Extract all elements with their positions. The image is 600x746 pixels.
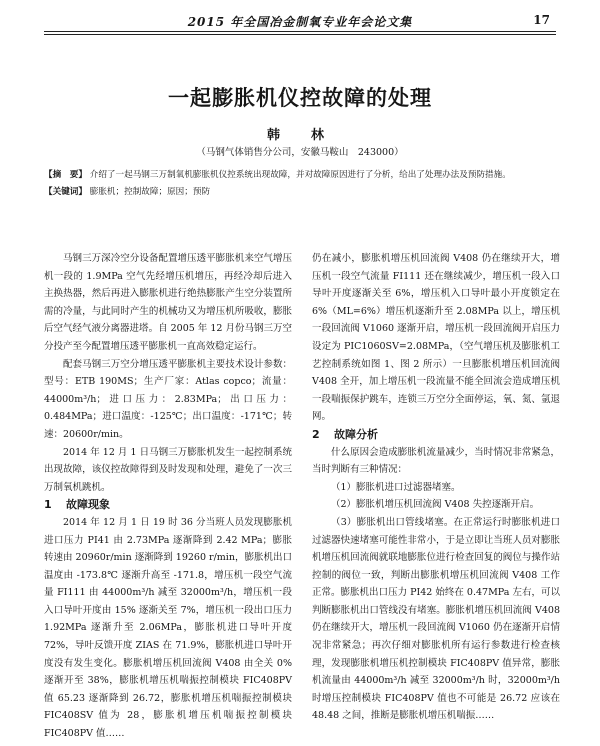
abstract-block xyxy=(44,168,514,200)
analysis-paragraph: 什么原因会造成膨胀机流量减少，当时情况非常紧急，当时判断有三种情况： xyxy=(312,446,560,476)
section-number-2: 2 xyxy=(312,427,320,441)
header-rule-bottom xyxy=(44,34,556,35)
cause-item-2: （2）膨胀机增压机回流阀 V408 失控逐渐开启。 xyxy=(331,499,540,511)
article-affiliation: （马钢气体销售分公司，安徽马鞍山 243000） xyxy=(196,147,404,158)
abstract-text: 介绍了一起马钢三万制氧机膨胀机仪控系统出现故障，并对故障原因进行了分析，给出了处理办法及预防措施。 xyxy=(89,170,511,180)
article-author: 韩 林 xyxy=(266,128,333,143)
cause-item-3: （3）膨胀机出口管线堵塞。在正常运行时膨胀机进口过滤器快速堵塞可能性非常小，于是立即让当班人员对膨胀机增压机回流阀就联地膨胀位进行检查回复的阀位与操作站控制的阀位一致，判断出膨胀机增压机回流阀 V408 工作正常。膨胀机出口压力 PI42 始终在 0.47MPa 左右，可以判断膨胀机出口管线没有堵塞。膨胀机增压机回流阀 V408 仍在继续开大，增压机一段回流阀 V1060 仍在逐渐开启情况非常紧急；再次仔细对膨胀机所有运行参数进行检查核理，发现膨胀机增压机控制模块 FIC408PV 值异常，膨胀机流量由 44000m³/h 减至 32000m³/h 时，32000m³/h 时增压控制模块 FIC408PV 值也不可能是 26.72 应该在 48.48 之间，推断是膨胀机增压机喘振…… xyxy=(312,516,560,722)
abstract xyxy=(44,168,514,183)
section-title-2: 故障分析 xyxy=(334,427,378,441)
section-heading-2 xyxy=(312,426,560,444)
cause-item-1: （1）膨胀机进口过滤器堵塞。 xyxy=(331,481,461,493)
running-title: 2015 年全国冶金制氧专业年会论文集 xyxy=(187,15,413,29)
intro-paragraph: 马钢三万深冷空分设备配置增压透平膨胀机来空气增压机一段的 1.9MPa 空气先经增压机增压，再经冷却后进入主换热器，然后再进入膨胀机进行绝热膨胀产生空分装置所需的冷量，与此同时产生的机械功又为增压机所吸收，膨胀后空气经气液分离器进塔。自 2005 年 12 月份马钢三万空分投产至今配置增压透平膨胀机一直高效稳定运行。 xyxy=(44,253,292,352)
header-rule-top xyxy=(44,31,556,32)
right-column xyxy=(312,250,560,725)
keywords-label: 【关键词】 xyxy=(44,187,87,197)
keywords xyxy=(44,185,514,200)
section-title-1: 故障现象 xyxy=(66,498,110,512)
abstract-label: 【摘 要】 xyxy=(44,170,87,180)
section-heading-1 xyxy=(44,496,292,514)
left-column xyxy=(44,250,292,743)
incident-paragraph: 2014 年 12 月 1 日马钢三万膨胀机发生一起控制系统出现故障，该仪控故障得到及时发现和处理，避免了一次三万制氧机跳机。 xyxy=(44,446,292,493)
continued-paragraph: 仍在减小，膨胀机增压机回流阀 V408 仍在继续开大，增压机一段空气流量 FI111 还在继续减少，增压机一段入口导叶开度逐渐关至 6%，增压机入口导叶最小开度锁定在 6%（ML=6%）增压机逐渐升至 2.08MPa 以上，增压机一段回流阀 V1060 逐渐开启，增压机一段回流阀开启压力设定为 PIC1060SV=2.08MPa，（空气增压机及膨胀机工艺控制系统如图 1、图 2 所示）一旦膨胀机增压机回流阀 V408 全开，加上增压机一段流量不能全回流会造成增压机一段喘振保护跳车，连锁三万空分全面停运，氧、氮、氩退网。 xyxy=(312,253,560,423)
symptoms-paragraph: 2014 年 12 月 1 日 19 时 36 分当班人员发现膨胀机进口压力 PI41 由 2.73MPa 逐渐降到 2.42 MPa；膨胀转速由 20960r/min 逐渐降到 19260 r/min，膨胀机出口温度由 -173.8℃ 逐渐升高至 -171.8，增压机一段空气流量 FI111 由 44000m³/h 减至 32000m³/h，增压机一段入口导叶开度由 15% 逐渐关至 7%，增压机一段出口压力 1.92MPa 逐渐升至 2.06MPa，膨胀机进口导叶开度 72%，导叶反馈开度 ZIAS 在 71.9%，膨胀机进口导叶开度没有发生变化。膨胀机增压机回流阀 V408 由全关 0% 逐渐开至 38%，膨胀机增压机喘振控制模块 FIC408PV 值 65.23 逐渐降到 26.72，膨胀机增压机喘振控制模块 FIC408SV 值为 28，膨胀机增压机喘振控制模块 FIC408PV 值…… xyxy=(44,516,292,740)
keywords-text: 膨胀机；控制故障；原因；预防 xyxy=(89,187,211,197)
parameters-paragraph: 配套马钢三万空分增压透平膨胀机主要技术设计参数：型号：ETB 190MS；生产厂家：Atlas copco；流量：44000m³/h；进口压力：2.83MPa；出口压力：0.484MPa；进口温度：-125℃；出口温度：-171℃；转速：20600r/min。 xyxy=(44,358,292,440)
running-header xyxy=(44,10,556,30)
article-title: 一起膨胀机仪控故障的处理 xyxy=(168,85,432,110)
section-number-1: 1 xyxy=(44,498,52,512)
page-number: 17 xyxy=(533,13,550,27)
